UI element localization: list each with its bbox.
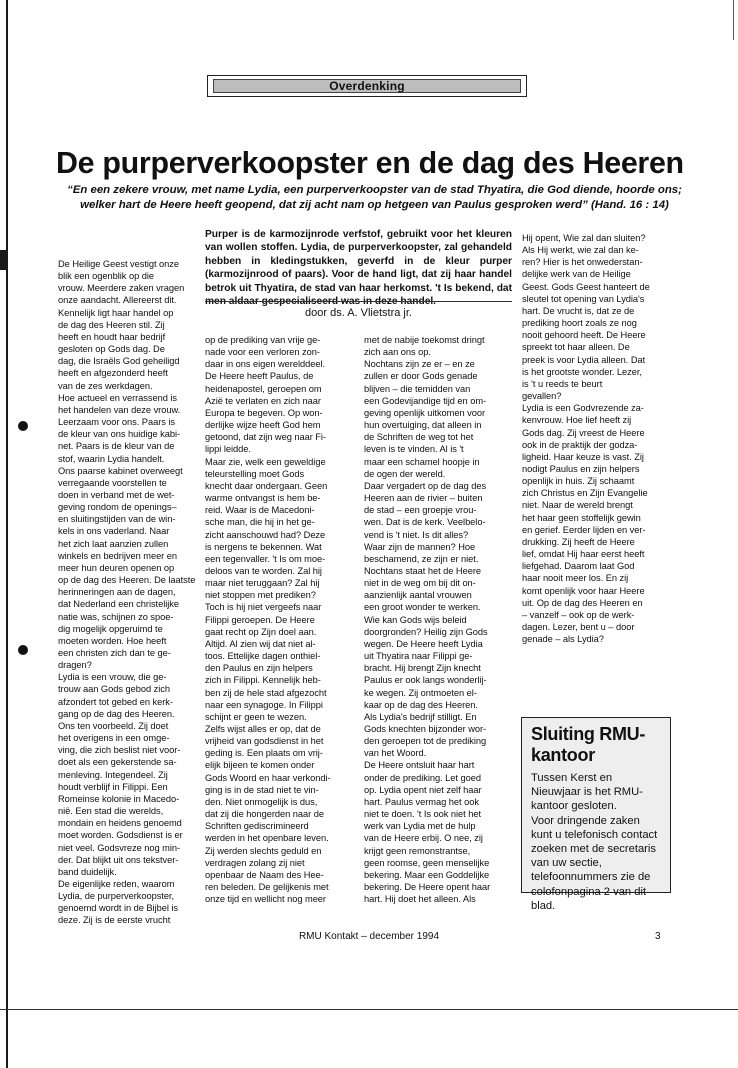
- notice-box: [521, 717, 671, 912]
- page-right-edge: [733, 0, 734, 40]
- section-kicker-label: Overdenking: [213, 79, 521, 93]
- page-bottom-rule: [0, 1009, 738, 1010]
- page-footer: [0, 930, 738, 944]
- punch-hole-mark: [18, 645, 28, 655]
- page-edge-tick: [0, 250, 7, 270]
- notice-title: Sluiting RMU-kantoor: [531, 724, 646, 765]
- intro-divider: [205, 301, 512, 302]
- article-lead-quote: “En een zekere vrouw, met name Lydia, een purperverkoopster van de stad Thyatira, die God diende, hoorde ons; welker hart de Heere heeft geopend, dat zij acht nam op hetgeen van Paulus gesproken werd” (Hand. 16 : 14): [67, 184, 682, 211]
- text-column-2: op de prediking van vrije ge- nade voor een verloren zon- daar in ons eigen werelddeel. De Heere heeft Paulus, de heidenapostel, geroepen om Azië te verlaten en zich naar Europa te begeven. Op won- derlijke wijze heeft God hem getoond, dat zijn weg naar Fi- lippi leidde. Maar zie, welk een geweldige teleurstelling moet Gods knecht daar ondergaan. Geen warme ontvangst is hem be- reid. Waar is de Macedoni- sche man, die hij in het ge- zicht aanschouwd had? Deze is nergens te bekennen. Wat een tegenvaller. 't Is om moe- deloos van te worden. Zal hij maar niet teruggaan? Zal hij niet stoppen met prediken? Toch is hij niet vergeefs naar Filippi geroepen. De Heere gaat recht op Zijn doel aan. Altijd. Al zien wij dat niet al- toos. Ettelijke dagen onthiel- den Paulus en zijn helpers zich in Filippi. Kennelijk heb- ben zij de hele stad afgezocht naar een synagoge. In Filippi schijnt er geen te wezen. Zelfs wijst alles er op, dat de vrijheid van godsdienst in het geding is. Een plaats om vrij- elijk bijeen te komen onder Gods Woord en haar verkondi- ging is in de stad niet te vin- den. Niet onmogelijk is dus, dat zij die hongerden naar de Schriften gediscrimineerd werden in het openbare leven. Zij werden slechts geduld en verdragen zolang zij niet openbaar de Naam des Hee- ren beleden. De gelijkenis met onze tijd en wellicht nog meer: [205, 335, 331, 905]
- article-byline: door ds. A. Vlietstra jr.: [305, 307, 412, 319]
- section-kicker: [207, 75, 527, 97]
- article-intro: Purper is de karmozijnrode verfstof, gebruikt voor het kleuren van wollen stoffen. Lydia, de purperverkoopster, zal gehandeld hebben in kledingstukken, geverfd in de kleur purper (karmozijnrood of paars). Voor de hand ligt, dat zij haar handel betrok uit Thyatira, de stad van haar herkomst. 't Is bekend, dat: [205, 229, 512, 294]
- article-title: De purperverkoopster en de dag des Heeren: [56, 145, 684, 180]
- page-left-edge: [6, 0, 8, 1068]
- footer-page-number: 3: [655, 931, 661, 942]
- text-column-4: Hij opent, Wie zal dan sluiten? Als Hij werkt, wie zal dan ke- ren? Hier is het onwederstan- delijke werk van de Heilige Geest. Gods Geest hanteert de sleutel tot opening van Lydia's hart. De vrucht is, dat ze de prediking hoort zoals ze nog nooit gehoord heeft. De Heere spreekt tot haar alleen. De preek is voor Lydia alleen. Dat is het grootste wonder. Lezer, is 't u reeds te beurt gevallen? Lydia is een Godvrezende za- kenvrouw. Hoe lief heeft zij Gods dag. Zij vreest de Heere ook in de praktijk der godza- ligheid. Haar keuze is vast. Zij nodigt Paulus en zijn helpers openlijk in huis. Zij schaamt zich Christus en Zijn Evangelie niet. Naar de wereld brengt het haar geen stoffelijk gewin en gerief. Eerder lijden en ver- drukking. Zij heeft de Heere lief, omdat Hij haar eerst heeft liefgehad. Daarom laat God haar nooit meer los. En zij komt openlijk voor haar Heere uit. Op de dag des Heeren en – vanzelf – ook op de werk- dagen. Lezer, bent u – door genade – als Lydia?: [522, 233, 650, 645]
- notice-text: Tussen Kerst en Nieuwjaar is het RMU-kantoor gesloten. Voor dringende zaken kunt u telefonisch contact zoeken met de secretaris van uw sectie, telefoonnummers zie de colofonpagina 2 van dit blad.: [531, 772, 658, 912]
- text-column-3: met de nabije toekomst dringt zich aan ons op. Nochtans zijn ze er – en ze zullen er door Gods genade blijven – die temidden van een Godevijandige tijd en om- geving openlijk uitkomen voor hun overtuiging, dat alleen in de Schriften de weg tot het leven is te vinden. Al is 't maar een schamel hoopje in de ogen der wereld. Daar vergadert op de dag des Heeren aan de rivier – buiten de stad – een groepje vrou- wen. Dat is de kerk. Veelbelo- vend is 't niet. Is dit alles? Waar zijn de mannen? Hoe beschamend, ze zijn er niet. Nochtans staat het de Heere niet in de weg om bij dit on- aanzienlijk aantal vrouwen een groot wonder te werken. Wie kan Gods wijs beleid doorgronden? Heilig zijn Gods wegen. De Heere heeft Lydia uit Thyatira naar Filippi ge- bracht. Hij brengt Zijn knecht Paulus er ook langs wonderlij- ke wegen. Zij ontmoeten el- kaar op de dag des Heeren. Als Lydia's bedrijf stilligt. En Gods knechten bijzonder wor- den geroepen tot de prediking van het Woord. De Heere ontsluit haar hart onder de prediking. Let goed op. Lydia opent niet zelf haar hart. Paulus vermag het ook niet te doen. 't Is ook niet het werk van Lydia met de hulp van de Heere erbij. O nee, zij krijgt geen remonstrantse, geen roomse, geen menselijke bekering. Maar een Goddelijke bekering. De Heere opent haar hart. Hij doet het alleen. Als: [364, 335, 491, 905]
- text-column-1: De Heilige Geest vestigt onze blik een ogenblik op die vrouw. Meerdere zaken vragen onze aandacht. Allereerst dit. Kennelijk ligt haar handel op de dag des Heeren stil. Zij heeft en houdt haar bedrijf gesloten op Gods dag. De dag, die Israëls God geheiligd heeft en afgezonderd heeft van de zes werkdagen. Hoe actueel en verrassend is het handelen van deze vrouw. Leerzaam voor ons. Paars is de kleur van ons huidige kabi- net. Paars is de kleur van de stof, waarin Lydia handelt. Ons paarse kabinet overweegt verregaande voorstellen te doen in verband met de wet- geving rondom de openings– en sluitingstijden van de win- kels in ons vaderland. Naar het zich laat aanzien zullen winkels en bedrijven meer en meer hun deuren openen op op de dag des Heeren. De laatste herinneringen aan de dagen, dat Nederland een christelijke natie was, schijnen zo spoe- dig mogelijk opgeruimd te moeten worden. Hoe heeft een christen zich dan te ge- dragen? Lydia is een vrouw, die ge- trouw aan Gods gebod zich afzondert tot gebed en kerk- gang op de dag des Heeren. Ons ten voorbeeld. Zij doet het overigens in een omge- ving, die zich beslist niet voor- doet als een gekerstende sa- menleving. Integendeel. Zij houdt verblijf in Filippi. Een Romeinse kolonie in Macedo- nië. Een stad die werelds, mondain en heidens genoemd moet worden. Godsdienst is er niet veel. Godsvreze nog min- der. Dat blijkt uit ons tekstver- band duidelijk. De eigenlijke reden, waarom Lydia, de purperverkoopster, genoemd wordt in de Bijbel is deze. Zij is de eerste vrucht: [58, 259, 196, 926]
- punch-hole-mark: [18, 421, 28, 431]
- footer-publication: RMU Kontakt – december 1994: [298, 931, 440, 942]
